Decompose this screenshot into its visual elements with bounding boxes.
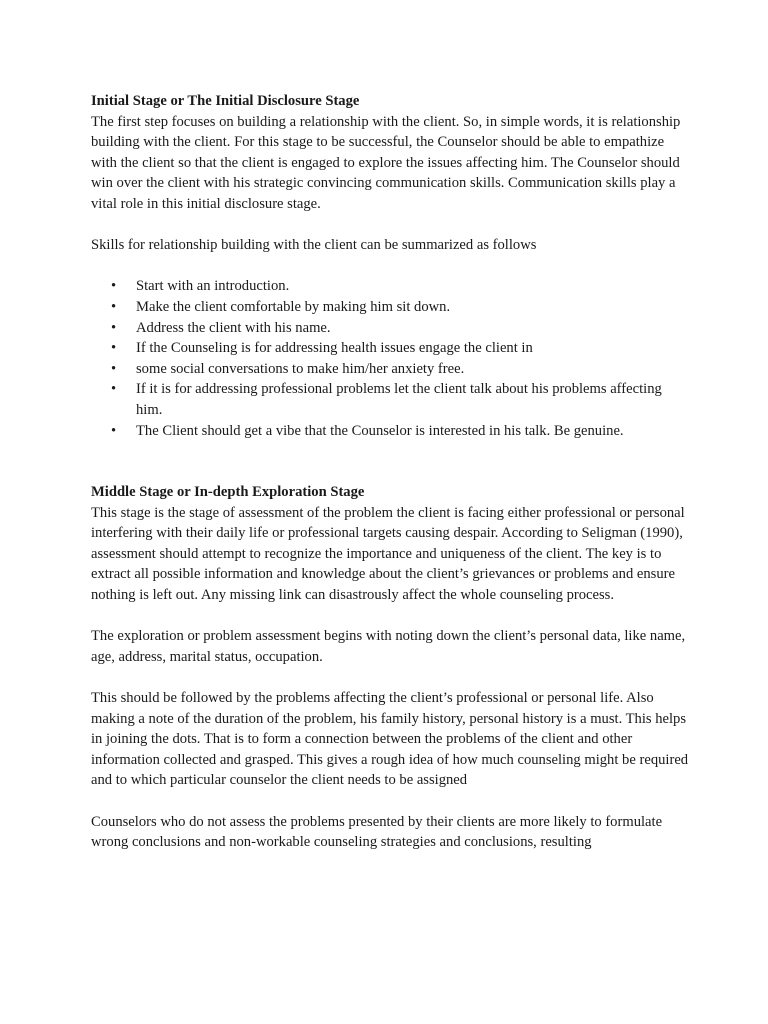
bullet-icon: • [111,360,117,377]
skills-list [91,276,691,441]
paragraph-middle-stage-2: The exploration or problem assessment begins with noting down the client’s personal data, like name, age, address, marital status, occupation. [91,628,686,665]
paragraph-initial-stage: The first step focuses on building a relationship with the client. So, in simple words, it is relationship building with the client. For this stage to be successful, the Counselor should be able to empathize with the client so that the client is engaged to explore the issues affecting him. The Counselor should win over the client with his strategic convincing communication skills. Communication skills play a vital role in this initial disclosure stage. [91,113,681,212]
list-item-text: The Client should get a vibe that the Counselor is interested in his talk. Be genuine. [136,422,624,439]
paragraph-middle-stage-3: This should be followed by the problems affecting the client’s professional or personal life. Also making a note of the duration of the problem, his family history, personal history is a must. This helps in joining the dots. That is to form a connection between the problems of the client and other information collected and grasped. This gives a rough idea of how much counseling might be required and to which particular counselor the client needs to be assigned [91,690,689,789]
list-item [91,421,691,442]
list-item [91,338,691,359]
list-item [91,359,691,380]
bullet-icon: • [111,381,117,398]
spacer [91,215,691,236]
bullet-icon: • [111,319,117,336]
spacer [91,256,691,277]
list-item-text: If the Counseling is for addressing health issues engage the client in [136,340,533,357]
bullet-icon: • [111,340,117,357]
list-item [91,318,691,339]
document-page [91,91,691,853]
section-heading-middle-stage: Middle Stage or In-depth Exploration Stage [91,484,365,501]
spacer [91,441,691,482]
spacer [91,667,691,688]
list-item [91,379,691,420]
skills-intro: Skills for relationship building with the client can be summarized as follows [91,237,537,254]
bullet-icon: • [111,422,117,439]
list-item [91,276,691,297]
list-item-text: If it is for addressing professional problems let the client talk about his problems affecting him. [136,381,662,418]
spacer [91,791,691,812]
paragraph-middle-stage-4: Counselors who do not assess the problems presented by their clients are more likely to formulate wrong conclusions and non-workable counseling strategies and conclusions, resulting [91,813,663,851]
list-item [91,297,691,318]
bullet-icon: • [111,298,117,315]
spacer [91,606,691,627]
list-item-text: some social conversations to make him/her anxiety free. [136,360,465,377]
list-item-text: Start with an introduction. [136,278,290,295]
bullet-icon: • [111,278,117,295]
paragraph-middle-stage-1: This stage is the stage of assessment of the problem the client is facing either professional or personal interfering with their daily life or professional targets causing despair. According to Seligman (1990), assessment should attempt to recognize the importance and uniqueness of the client. The key is to extract all possible information and knowledge about the client’s grievances or problems and ensure nothing is left out. Any missing link can disastrously affect the whole counseling process. [91,504,685,604]
list-item-text: Make the client comfortable by making him sit down. [136,298,451,315]
section-heading-initial-stage: Initial Stage or The Initial Disclosure Stage [91,93,360,109]
list-item-text: Address the client with his name. [136,319,331,336]
